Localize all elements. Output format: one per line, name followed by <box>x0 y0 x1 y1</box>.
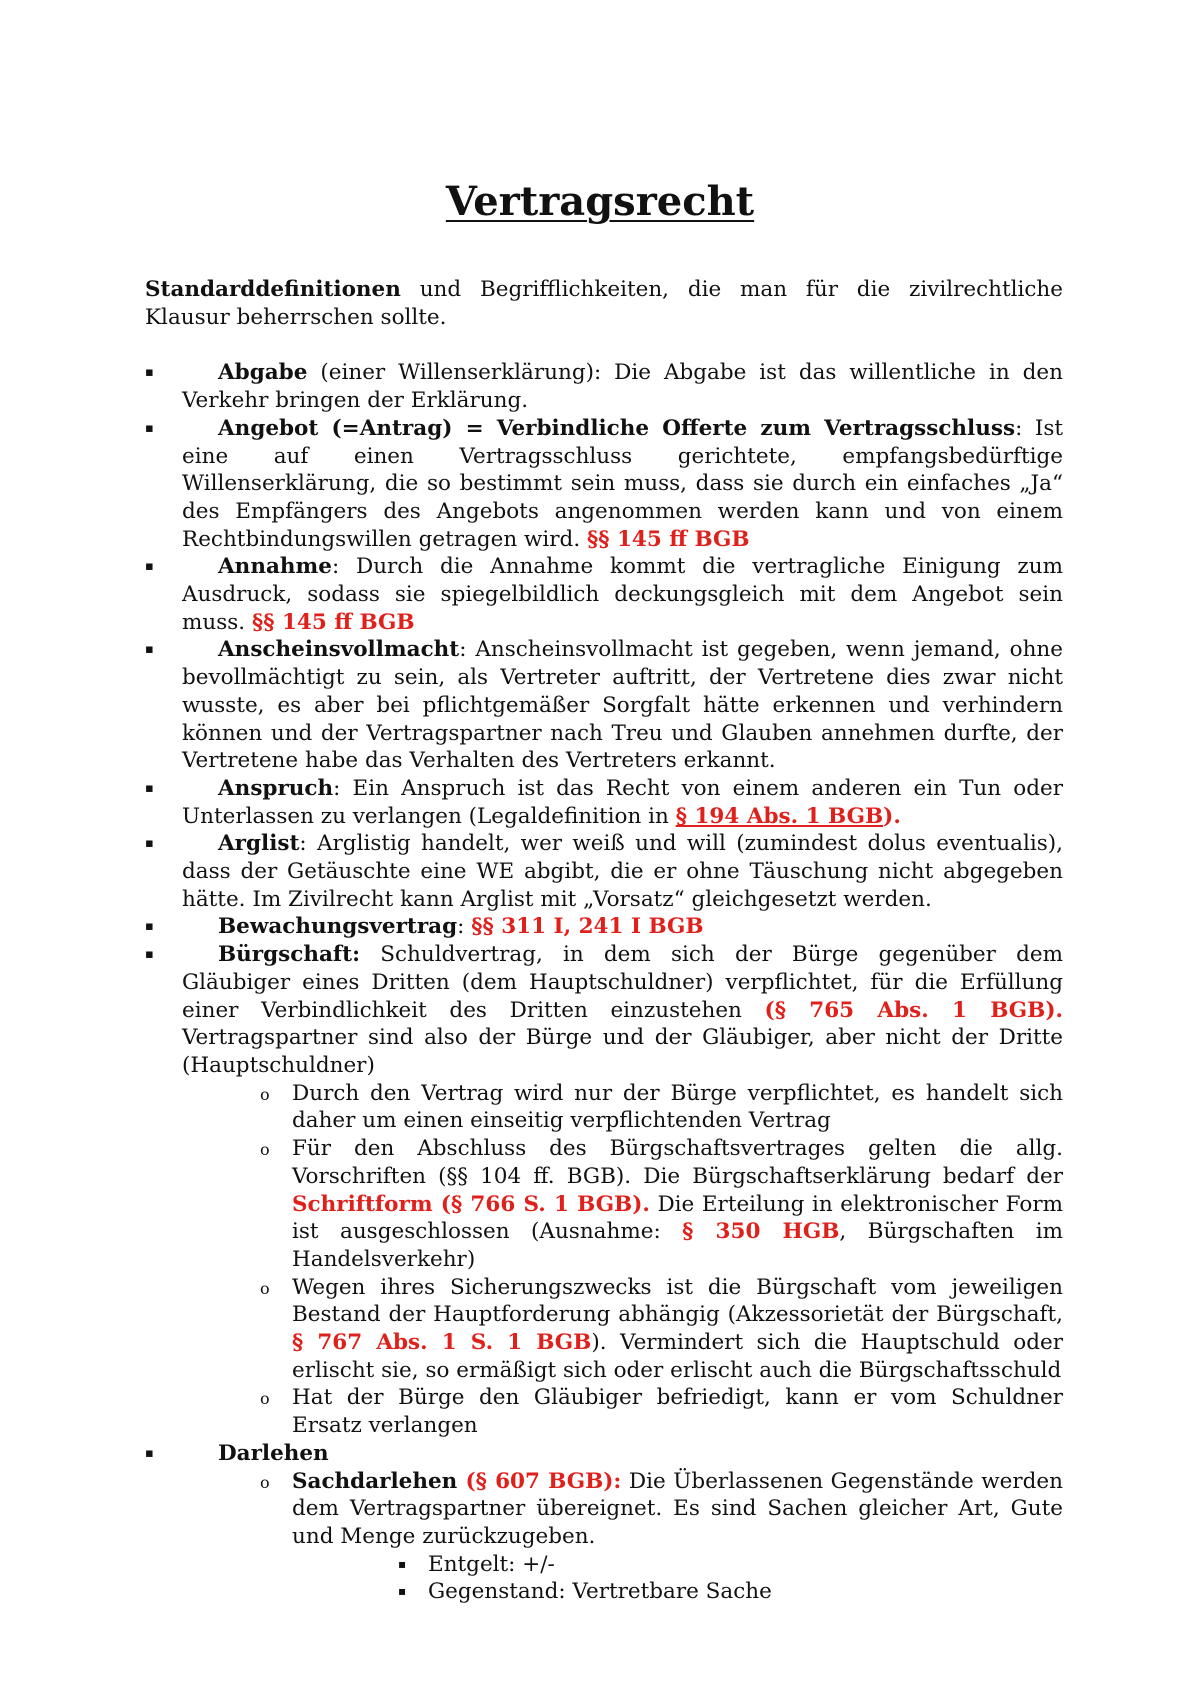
square-bullet-icon: ▪ <box>145 1445 154 1461</box>
definition-text-continued: Vertragspartner sind also der Bürge und der Gläubiger, aber nicht der Dritte (Hauptschuldner) <box>182 1025 1063 1078</box>
term: Anscheinsvollmacht <box>218 637 460 663</box>
darlehen-sublist <box>260 1468 1063 1607</box>
circle-bullet-icon: o <box>260 1389 270 1409</box>
square-bullet-icon: ▪ <box>145 642 154 658</box>
list-item-anscheinsvollmacht <box>145 636 1063 775</box>
definition-text: : Ein Anspruch ist das Recht von einem anderen ein Tun oder Unterlassen zu verlangen (Legaldefinition in <box>182 775 1063 829</box>
buergschaft-sublist <box>260 1080 1063 1440</box>
sub-item-text: Durch den Vertrag wird nur der Bürge verpflichtet, es handelt sich daher um einen einseitig verpflichtenden Vertrag <box>292 1080 1063 1134</box>
sub-item <box>260 1080 1063 1135</box>
law-reference: (§ 765 Abs. 1 BGB). <box>764 997 1063 1023</box>
definition-list <box>145 359 1063 1606</box>
list-item-annahme <box>145 553 1063 636</box>
square-bullet-icon: ▪ <box>398 1556 407 1571</box>
list-item-buergschaft <box>145 941 1063 1440</box>
sub-item-text: Wegen ihres Sicherungszwecks ist die Bürgschaft vom jeweiligen Bestand der Hauptforderung abhängig (Akzessorietät der Bürgschaft, <box>292 1274 1063 1328</box>
intro-paragraph <box>145 276 1063 331</box>
page-title: Vertragsrecht <box>445 178 755 225</box>
square-bullet-icon: ▪ <box>145 919 154 935</box>
law-reference-suffix: ). <box>883 803 901 829</box>
sub-term: Sachdarlehen <box>292 1468 458 1494</box>
point-text: Entgelt: +/- <box>428 1551 555 1577</box>
square-bullet-icon: ▪ <box>145 420 154 436</box>
definition-text: : Arglistig handelt, wer weiß und will (zumindest dolus eventualis), dass der Getäuschte eine WE abgibt, die er ohne Täuschung nicht abgegeben hätte. Im Zivilrecht kann Arglist mit „Vorsatz“ gleichgesetzt werden. <box>182 831 1063 912</box>
law-reference: §§ 145 ff BGB <box>251 609 415 635</box>
term: Bewachungsvertrag <box>218 914 458 940</box>
point-text: Gegenstand: Vertretbare Sache <box>428 1579 772 1605</box>
square-bullet-icon: ▪ <box>145 365 154 381</box>
definition-text: : Ist eine auf einen Vertragsschluss gerichtete, empfangsbedürftige Willenserklärung, die so bestimmt sein muss, dass sie durch ein einfaches „Ja“ des Empfängers des Angebots angenommen werden kann und von einem Rechtbindungswillen getragen wird. <box>182 415 1063 552</box>
circle-bullet-icon: o <box>260 1140 270 1160</box>
square-bullet-icon: ▪ <box>145 559 154 575</box>
sub-item-text: Die Überlassenen Gegenstände werden dem Vertragspartner übereignet. Es sind Sachen gleicher Art, Gute und Menge zurückzugeben. <box>292 1468 1063 1549</box>
term: Annahme <box>218 554 332 580</box>
law-reference: § 350 HGB <box>682 1219 840 1245</box>
list-item-darlehen <box>145 1440 1063 1606</box>
sub-item-text: Die Erteilung in elektronischer Form ist ausgeschlossen (Ausnahme: <box>292 1191 1063 1245</box>
sub-item <box>260 1274 1063 1385</box>
sub-item-text: ). Vermindert sich die Hauptschuld oder erlischt sie, so ermäßigt sich oder erlischt auch die Bürgschaftsschuld <box>292 1330 1064 1383</box>
definition-text: : <box>457 914 472 940</box>
intro-text: und Begrifflichkeiten, die man für die zivilrechtliche Klausur beherrschen sollte. <box>145 277 1063 330</box>
definition-text: : Durch die Annahme kommt die vertragliche Einigung zum Ausdruck, sodass sie spiegelbildlich deckungsgleich mit dem Angebot sein muss. <box>182 554 1063 635</box>
point-item <box>398 1551 1063 1579</box>
square-bullet-icon: ▪ <box>145 836 154 852</box>
list-item-abgabe <box>145 359 1063 414</box>
definition-text: (einer Willenserklärung): Die Abgabe ist das willentliche in den Verkehr bringen der Erklärung. <box>182 360 1063 414</box>
term: Anspruch <box>218 775 334 801</box>
circle-bullet-icon: o <box>260 1084 270 1104</box>
list-item-bewachungsvertrag <box>145 913 1063 941</box>
circle-bullet-icon: o <box>260 1278 270 1298</box>
term: Abgabe <box>218 360 308 386</box>
sub-item <box>260 1384 1063 1439</box>
square-bullet-icon: ▪ <box>145 780 154 796</box>
document-body <box>145 276 1063 1606</box>
point-item <box>398 1578 1063 1606</box>
sachdarlehen-points <box>398 1551 1063 1606</box>
list-item-arglist <box>145 830 1063 913</box>
intro-bold: Standarddefinitionen <box>145 277 401 302</box>
definition-text: Schuldvertrag, in dem sich der Bürge gegenüber dem Gläubiger eines Dritten (dem Hauptschuldner) verpflichtet, für die Erfüllung einer Verbindlichkeit des Dritten einzustehen <box>182 942 1063 1023</box>
term: Bürgschaft: <box>218 942 361 968</box>
definition-text: : Anscheinsvollmacht ist gegeben, wenn jemand, ohne bevollmächtigt zu sein, als Vertreter auftritt, der Vertretene dies zwar nicht wusste, es aber bei pflichtgemäßer Sorgfalt hätte erkennen und verhindern können und der Vertragspartner nach Treu und Glauben annehmen durfte, der Vertretene habe das Verhalten des Vertreters erkannt. <box>182 637 1063 774</box>
sub-item-sachdarlehen <box>260 1468 1063 1607</box>
square-bullet-icon: ▪ <box>398 1584 407 1599</box>
law-reference: §§ 145 ff BGB <box>587 526 750 552</box>
circle-bullet-icon: o <box>260 1472 270 1492</box>
sub-item-text: Hat der Bürge den Gläubiger befriedigt, kann er vom Schuldner Ersatz verlangen <box>292 1385 1063 1439</box>
sub-item <box>260 1135 1063 1274</box>
term: Darlehen <box>218 1440 329 1466</box>
law-reference: § 767 Abs. 1 S. 1 BGB <box>292 1330 592 1356</box>
term: Arglist <box>218 831 300 857</box>
sub-item-text: , Bürgschaften im Handelsverkehr) <box>292 1219 1063 1272</box>
sub-item-text: Für den Abschluss des Bürgschaftsvertrages gelten die allg. Vorschriften (§§ 104 ff. BGB). Die Bürgschaftserklärung bedarf der <box>292 1136 1063 1189</box>
list-item-anspruch <box>145 775 1063 830</box>
square-bullet-icon: ▪ <box>145 947 154 963</box>
law-reference: Schriftform (§ 766 S. 1 BGB). <box>292 1191 650 1217</box>
term: Angebot (=Antrag) = Verbindliche Offerte zum Vertragsschluss <box>218 415 1016 441</box>
law-reference: §§ 311 I, 241 I BGB <box>471 914 704 940</box>
law-reference: (§ 607 BGB): <box>457 1468 622 1494</box>
law-reference-link[interactable]: § 194 Abs. 1 BGB <box>675 803 884 829</box>
list-item-angebot <box>145 415 1063 554</box>
